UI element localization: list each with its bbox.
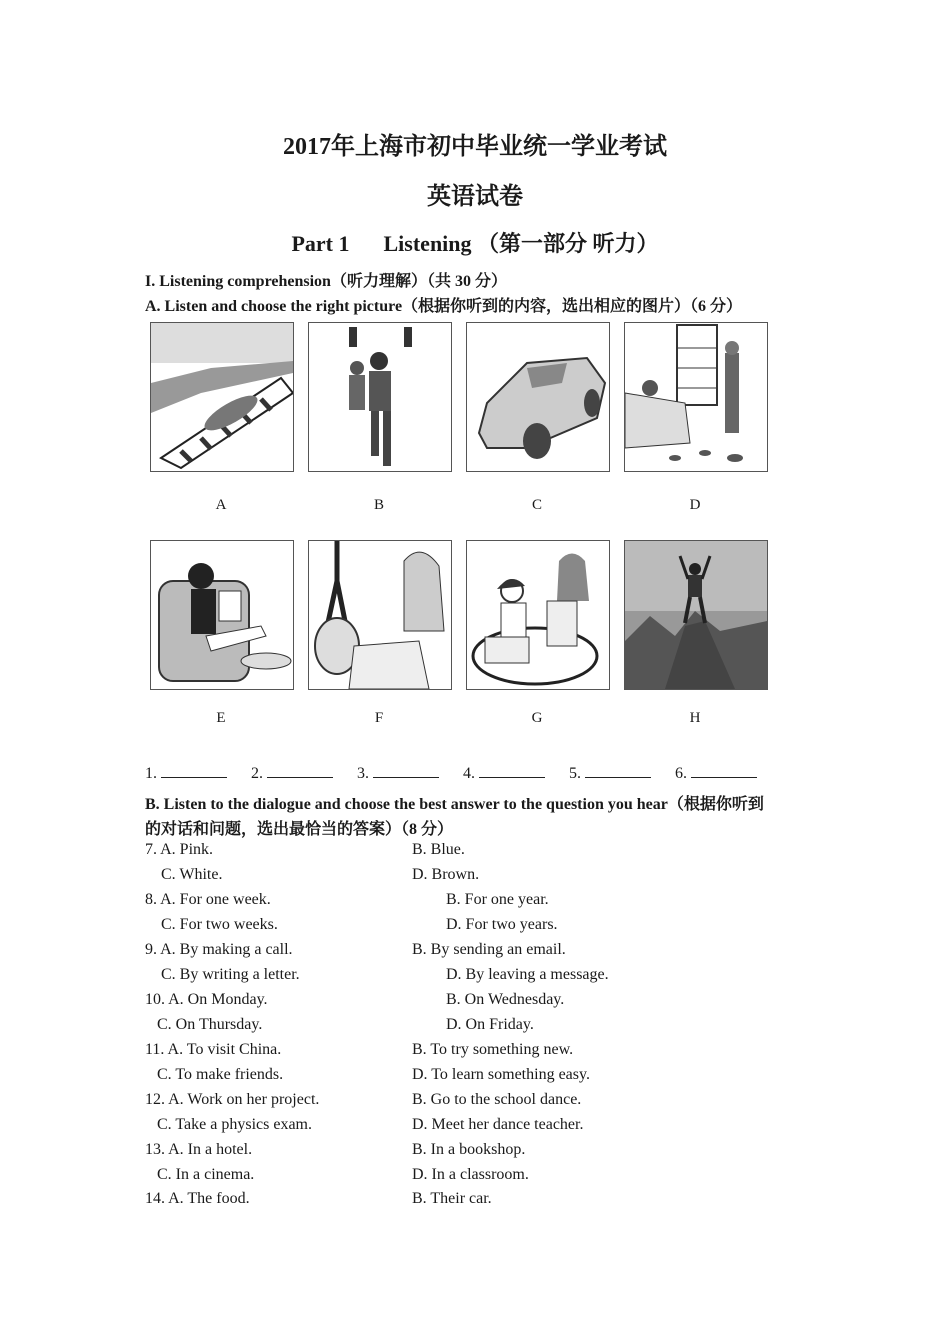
part-heading <box>0 227 950 258</box>
picture-d-messy-room <box>624 322 768 472</box>
picture-h-mountain-top <box>624 540 768 690</box>
question-8-option-c[interactable]: C. For two weeks. <box>161 916 278 933</box>
question-10-option-b[interactable]: B. On Wednesday. <box>446 991 565 1008</box>
question-9-option-a[interactable]: 9. A. By making a call. <box>145 941 293 958</box>
answer-blanks-row <box>145 765 781 783</box>
question-10-option-d[interactable]: D. On Friday. <box>446 1016 534 1033</box>
question-12-option-c[interactable]: C. Take a physics exam. <box>157 1116 312 1133</box>
picture-label-h: H <box>689 710 701 726</box>
question-9-option-d[interactable]: D. By leaving a message. <box>446 966 609 983</box>
question-7-option-c[interactable]: C. White. <box>161 866 223 883</box>
part-number: Part 1 <box>291 231 350 256</box>
section-b-heading-line2: 的对话和问题，选出最恰当的答案）（8 分） <box>145 821 454 838</box>
question-14-option-a[interactable]: 14. A. The food. <box>145 1190 250 1207</box>
question-13-option-b[interactable]: B. In a bookshop. <box>412 1141 526 1158</box>
exam-title: 2017年上海市初中毕业统一学业考试 <box>283 134 667 160</box>
section-a-heading: A. Listen and choose the right picture（根据你听到的内容，选出相应的图片）（6 分） <box>145 298 743 315</box>
answer-blank-4[interactable]: 4. <box>463 765 545 783</box>
answer-blank-3[interactable]: 3. <box>357 765 439 783</box>
picture-a-beach <box>150 322 294 472</box>
question-13-option-d[interactable]: D. In a classroom. <box>412 1166 529 1183</box>
picture-c-car <box>466 322 610 472</box>
picture-g-reading-table <box>466 540 610 690</box>
question-8-option-a[interactable]: 8. A. For one week. <box>145 891 271 908</box>
question-7-option-d[interactable]: D. Brown. <box>412 866 480 883</box>
picture-label-g: G <box>531 710 543 726</box>
question-9-option-b[interactable]: B. By sending an email. <box>412 941 566 958</box>
picture-label-a: A <box>215 497 227 513</box>
picture-label-b: B <box>373 497 384 513</box>
section-b-heading-line1: B. Listen to the dialogue and choose the best answer to the question you hear（根据你听到 <box>145 796 764 813</box>
picture-e-reading-armchair <box>150 540 294 690</box>
part-name: Listening （第一部分 听力） <box>383 231 659 256</box>
question-13-option-a[interactable]: 13. A. In a hotel. <box>145 1141 253 1158</box>
question-7-option-b[interactable]: B. Blue. <box>412 841 465 858</box>
paper-subtitle: 英语试卷 <box>427 184 523 210</box>
picture-label-f: F <box>374 710 384 726</box>
section-i-heading: I. Listening comprehension（听力理解）（共 30 分） <box>145 273 507 290</box>
question-11-option-c[interactable]: C. To make friends. <box>157 1066 284 1083</box>
picture-b-race <box>308 322 452 472</box>
picture-f-injured-leg <box>308 540 452 690</box>
answer-blank-2[interactable]: 2. <box>251 765 333 783</box>
question-8-option-d[interactable]: D. For two years. <box>446 916 558 933</box>
answer-blank-6[interactable]: 6. <box>675 765 757 783</box>
question-8-option-b[interactable]: B. For one year. <box>446 891 549 908</box>
question-9-option-c[interactable]: C. By writing a letter. <box>161 966 300 983</box>
answer-blank-1[interactable]: 1. <box>145 765 227 783</box>
picture-label-d: D <box>689 497 701 513</box>
question-11-option-a[interactable]: 11. A. To visit China. <box>145 1041 282 1058</box>
picture-label-e: E <box>216 710 226 726</box>
question-12-option-a[interactable]: 12. A. Work on her project. <box>145 1091 320 1108</box>
question-14-option-b[interactable]: B. Their car. <box>412 1190 492 1207</box>
answer-blank-5[interactable]: 5. <box>569 765 651 783</box>
question-11-option-d[interactable]: D. To learn something easy. <box>412 1066 590 1083</box>
question-12-option-d[interactable]: D. Meet her dance teacher. <box>412 1116 584 1133</box>
question-12-option-b[interactable]: B. Go to the school dance. <box>412 1091 582 1108</box>
picture-label-c: C <box>531 497 542 513</box>
question-10-option-a[interactable]: 10. A. On Monday. <box>145 991 268 1008</box>
question-13-option-c[interactable]: C. In a cinema. <box>157 1166 255 1183</box>
question-11-option-b[interactable]: B. To try something new. <box>412 1041 574 1058</box>
question-7-option-a[interactable]: 7. A. Pink. <box>145 841 214 858</box>
question-10-option-c[interactable]: C. On Thursday. <box>157 1016 263 1033</box>
